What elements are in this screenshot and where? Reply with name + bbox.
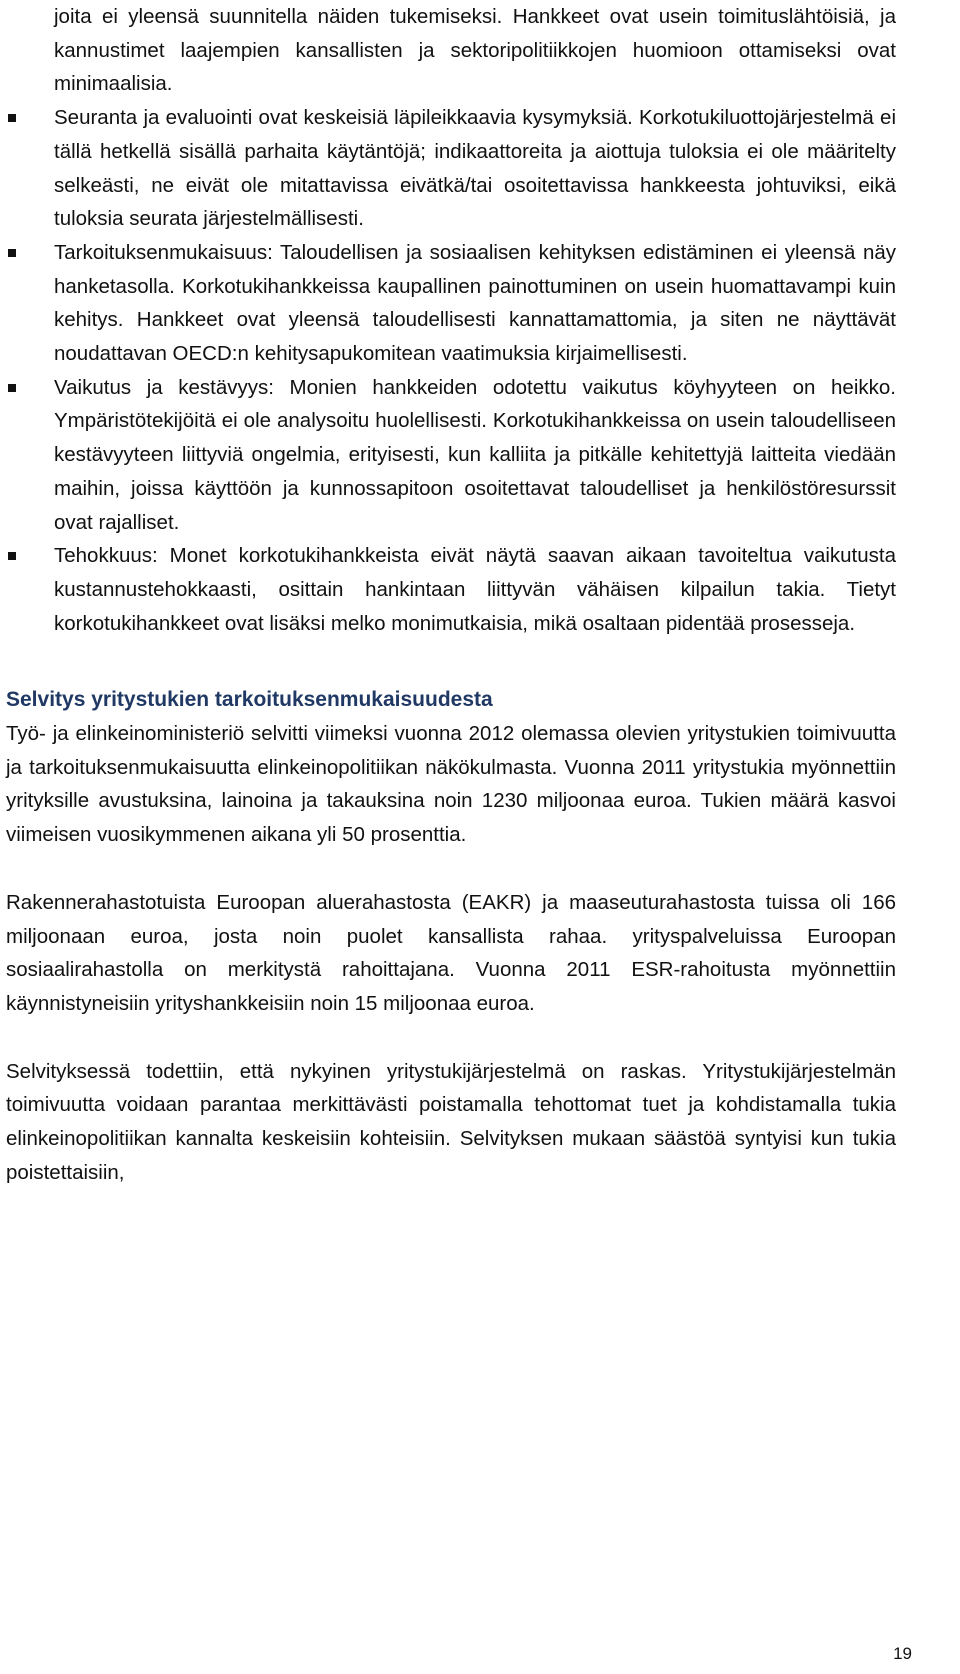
bullet-item-tehokkuus (6, 539, 896, 640)
paragraph-3: Selvityksessä todettiin, että nykyinen yritystukijärjestelmä on raskas. Yritystukijärjestelmän toimivuutta voidaan parantaa merkittävästi poistamalla tehottomat tuet ja kohdistamalla tukia elinkeinopolitiikan kannalta keskeisiin kohteisiin. Selvityksen mukaan säästöä syntyisi kun tukia poistettaisiin, (6, 1059, 896, 1184)
square-bullet-icon (8, 384, 16, 392)
bullet-item-continuation (6, 0, 896, 101)
paragraph-1: Työ- ja elinkeinoministeriö selvitti viimeksi vuonna 2012 olemassa olevien yritystukien toimivuutta ja tarkoituksenmukaisuutta elinkeinopolitiikan näkökulmasta. Vuonna 2011 yritystukia myönnettiin yrityksille avustuksina, lainoina ja takauksina noin 1230 miljoonaa euroa. Tukien määrä kasvoi viimeisen vuosikymmenen aikana yli 50 prosenttia. (6, 722, 896, 847)
square-bullet-icon (8, 552, 16, 560)
document-page (6, 0, 896, 1190)
bullet-text: Tehokkuus: Monet korkotukihankkeista eivät näytä saavan aikaan tavoiteltua vaikutusta kustannustehokkaasti, osittain hankintaan liittyvän vähäisen kilpailun takia. Tietyt korkotukihankkeet ovat lisäksi melko monimutkaisia, mikä osaltaan pidentää prosesseja. (54, 544, 896, 635)
bullet-item-seuranta (6, 101, 896, 236)
bullet-text: joita ei yleensä suunnitella näiden tukemiseksi. Hankkeet ovat usein toimituslähtöisiä, ja kannustimet laajempien kansallisten ja sektoripolitiikkojen huomioon ottamiseksi ovat minimaalisia. (54, 5, 896, 96)
bullet-text: Vaikutus ja kestävyys: Monien hankkeiden odotettu vaikutus köyhyyteen on heikko. Ympäristötekijöitä ei ole analysoitu huolellisesti. Korkotukihankkeissa on usein taloudelliseen kestävyyteen liittyviä ongelmia, erityisesti, kun kalliita ja pitkälle kehitettyjä laitteita viedään maihin, joissa käyttöön ja kunnossapitoon osoitettavat taloudelliset ja henkilöstöresurssit ovat rajalliset. (54, 375, 896, 534)
bullet-item-vaikutus (6, 371, 896, 540)
paragraph-2: Rakennerahastotuista Euroopan aluerahastosta (EAKR) ja maaseuturahastosta tuissa oli 166 miljoonaan euroa, josta noin puolet kansallista rahaa. yrityspalveluissa Euroopan sosiaalirahastolla on merkitystä rahoittajana. Vuonna 2011 ESR-rahoitusta myönnettiin käynnistyneisiin yrityshankkeisiin noin 15 miljoonaa euroa. (6, 890, 896, 1015)
bullet-text: Seuranta ja evaluointi ovat keskeisiä läpileikkaavia kysymyksiä. Korkotukiluottojärjestelmä ei tällä hetkellä sisällä parhaita käytäntöjä; indikaattoreita ja aiottuja tuloksia ei ole määritelty selkeästi, ne eivät ole mitattavissa eivätkä/tai osoitettavissa hankkeesta johtuviksi, eikä tuloksia seurata järjestelmällisesti. (54, 106, 896, 231)
bullet-list (6, 0, 896, 640)
section-heading: Selvitys yritystukien tarkoituksenmukaisuudesta (6, 688, 493, 712)
page-number: 19 (893, 1644, 912, 1663)
bullet-text: Tarkoituksenmukaisuus: Taloudellisen ja sosiaalisen kehityksen edistäminen ei yleensä näy hanketasolla. Korkotukihankkeissa kaupallinen painottuminen on usein huomattavampi kuin kehitys. Hankkeet ovat yleensä taloudellisesti kannattamattomia, ja siten ne näyttävät noudattavan OECD:n kehitysapukomitean vaatimuksia kirjaimellisesti. (54, 240, 896, 366)
bullet-item-tarkoituksenmukaisuus (6, 236, 896, 371)
square-bullet-icon (8, 114, 16, 122)
square-bullet-icon (8, 249, 16, 257)
